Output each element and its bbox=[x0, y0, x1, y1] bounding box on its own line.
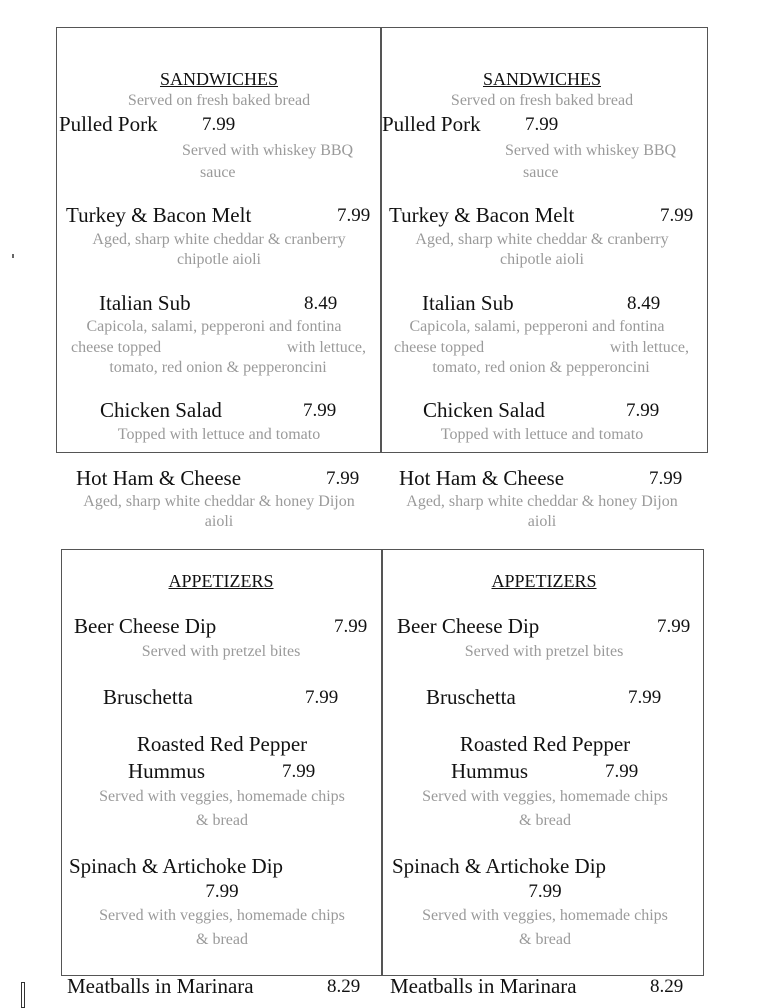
item-price-right: 7.99 bbox=[528, 880, 562, 902]
sandwiches-heading-left: SANDWICHES bbox=[159, 68, 279, 89]
item-name-left: Turkey & Bacon Melt bbox=[66, 202, 252, 227]
item-desc-right: & bread bbox=[519, 811, 571, 829]
item-price-left: 7.99 bbox=[337, 204, 371, 226]
item-desc-right: Aged, sharp white cheddar & cranberry bbox=[415, 230, 669, 248]
item-desc-left: Capicola, salami, pepperoni and fontina bbox=[86, 317, 342, 335]
item-desc-left: Topped with lettuce and tomato bbox=[117, 425, 321, 443]
item-price-right: 7.99 bbox=[628, 686, 662, 708]
item-price-right: 7.99 bbox=[626, 399, 660, 421]
sandwiches-subtitle-right: Served on fresh baked bread bbox=[450, 91, 634, 109]
item-desc-right: chipotle aioli bbox=[500, 250, 584, 268]
item-name-right: Bruschetta bbox=[426, 684, 516, 709]
sandwiches-heading-right: SANDWICHES bbox=[482, 68, 602, 89]
item-desc-left: with lettuce, bbox=[286, 338, 366, 356]
item-price-right: 7.99 bbox=[605, 760, 639, 782]
item-name-left: Hummus bbox=[128, 758, 206, 783]
sandwiches-subtitle-left: Served on fresh baked bread bbox=[127, 91, 311, 109]
item-price-left: 7.99 bbox=[303, 399, 337, 421]
item-desc-right: Served with veggies, homemade chips bbox=[422, 787, 668, 805]
item-desc-left: Served with veggies, homemade chips bbox=[99, 906, 345, 924]
item-desc-right: & bread bbox=[519, 930, 571, 948]
item-name-right: Italian Sub bbox=[422, 290, 514, 315]
item-desc-left: tomato, red onion & pepperoncini bbox=[109, 358, 327, 376]
item-desc-left: chipotle aioli bbox=[177, 250, 261, 268]
item-desc-left: sauce bbox=[200, 163, 236, 181]
item-price-right: 7.99 bbox=[649, 467, 683, 489]
item-desc-left: Aged, sharp white cheddar & cranberry bbox=[92, 230, 346, 248]
item-desc-right: Served with pretzel bites bbox=[464, 642, 624, 660]
item-price-right: 7.99 bbox=[660, 204, 694, 226]
item-price-right: 8.49 bbox=[627, 292, 661, 314]
scan-mark bbox=[12, 254, 14, 258]
item-name-right: Turkey & Bacon Melt bbox=[389, 202, 575, 227]
item-desc-right: aioli bbox=[527, 512, 557, 530]
item-name-left: Italian Sub bbox=[99, 290, 191, 315]
item-desc-right: sauce bbox=[523, 163, 559, 181]
item-name-left: Hot Ham & Cheese bbox=[76, 465, 242, 490]
item-desc-left: Served with pretzel bites bbox=[141, 642, 301, 660]
appetizers-heading-right: APPETIZERS bbox=[491, 570, 597, 591]
item-desc-right: Aged, sharp white cheddar & honey Dijon bbox=[406, 492, 678, 510]
item-price-left: 7.99 bbox=[202, 113, 236, 135]
item-desc-left: Served with veggies, homemade chips bbox=[99, 787, 345, 805]
item-desc-left: aioli bbox=[204, 512, 234, 530]
item-desc-right: tomato, red onion & pepperoncini bbox=[432, 358, 650, 376]
item-desc-left: & bread bbox=[196, 930, 248, 948]
item-name-left: Chicken Salad bbox=[100, 397, 222, 422]
item-name-left: Spinach & Artichoke Dip bbox=[69, 853, 284, 878]
item-price-right: 7.99 bbox=[657, 615, 691, 637]
item-name-right: Hot Ham & Cheese bbox=[399, 465, 565, 490]
item-desc-right: Served with whiskey BBQ bbox=[505, 141, 677, 159]
item-price-right: 7.99 bbox=[525, 113, 559, 135]
item-name-left: Bruschetta bbox=[103, 684, 193, 709]
item-price-left: 8.49 bbox=[304, 292, 338, 314]
item-desc-right: with lettuce, bbox=[609, 338, 689, 356]
item-desc-left: Aged, sharp white cheddar & honey Dijon bbox=[83, 492, 355, 510]
item-price-left: 7.99 bbox=[282, 760, 316, 782]
appetizers-heading-left: APPETIZERS bbox=[168, 570, 274, 591]
item-name-right: Hummus bbox=[451, 758, 529, 783]
item-desc-right: Capicola, salami, pepperoni and fontina bbox=[409, 317, 665, 335]
item-name-left: Beer Cheese Dip bbox=[74, 613, 217, 638]
item-price-left: 8.29 bbox=[327, 975, 361, 997]
item-name-left: Roasted Red Pepper bbox=[136, 731, 308, 756]
item-desc-left: Served with whiskey BBQ bbox=[182, 141, 354, 159]
scan-bar bbox=[21, 982, 25, 1008]
item-name-right: Beer Cheese Dip bbox=[397, 613, 540, 638]
item-price-left: 7.99 bbox=[334, 615, 368, 637]
item-desc-right: cheese topped bbox=[394, 338, 485, 356]
item-name-right: Meatballs in Marinara bbox=[390, 973, 577, 998]
item-desc-left: cheese topped bbox=[71, 338, 162, 356]
item-name-left: Pulled Pork bbox=[59, 111, 158, 136]
item-name-right: Pulled Pork bbox=[382, 111, 481, 136]
item-price-right: 8.29 bbox=[650, 975, 684, 997]
item-name-right: Chicken Salad bbox=[423, 397, 545, 422]
item-desc-right: Topped with lettuce and tomato bbox=[440, 425, 644, 443]
item-price-left: 7.99 bbox=[205, 880, 239, 902]
item-name-right: Spinach & Artichoke Dip bbox=[392, 853, 607, 878]
item-price-left: 7.99 bbox=[305, 686, 339, 708]
item-name-right: Roasted Red Pepper bbox=[459, 731, 631, 756]
item-desc-left: & bread bbox=[196, 811, 248, 829]
item-price-left: 7.99 bbox=[326, 467, 360, 489]
item-name-left: Meatballs in Marinara bbox=[67, 973, 254, 998]
item-desc-right: Served with veggies, homemade chips bbox=[422, 906, 668, 924]
